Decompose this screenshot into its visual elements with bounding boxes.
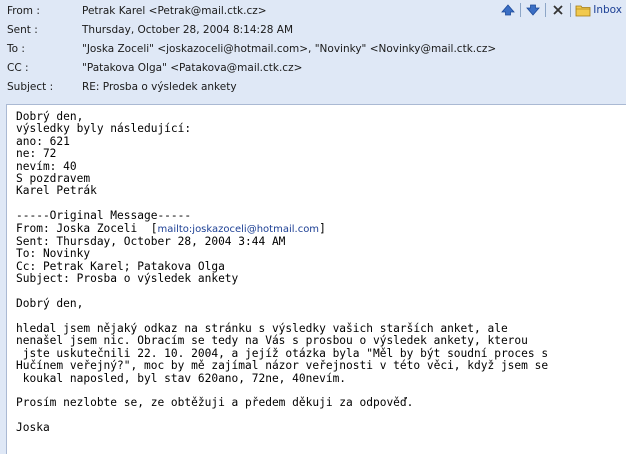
reply-line: Karel Petrák bbox=[16, 184, 97, 198]
orig-to-line: To: Novinky bbox=[16, 247, 91, 261]
folder-icon bbox=[575, 4, 591, 17]
reply-line: nevím: 40 bbox=[16, 159, 77, 173]
orig-paragraph-line: nenašel jsem nic. Obracím se tedy na Vás s prosbou o výsledek ankety, kterou bbox=[16, 334, 528, 348]
orig-cc-line: Cc: Petrak Karel; Patakova Olga bbox=[16, 259, 225, 273]
orig-paragraph-line: Hučínem veřejný?", moc by mě zajímal názor veřejnosti v této věci, když jsem se bbox=[16, 359, 549, 373]
arrow-up-icon bbox=[501, 4, 515, 16]
from-value[interactable]: Petrak Karel <Petrak@mail.ctk.cz> bbox=[82, 5, 267, 17]
sent-value: Thursday, October 28, 2004 8:14:28 AM bbox=[82, 24, 294, 36]
message-header bbox=[0, 0, 626, 102]
delete-button[interactable] bbox=[550, 3, 566, 17]
mailto-link[interactable]: mailto:joskazoceli@hotmail.com bbox=[157, 223, 320, 235]
subject-label: Subject : bbox=[7, 81, 54, 93]
inbox-button[interactable] bbox=[575, 4, 622, 17]
cc-label: CC : bbox=[7, 62, 29, 74]
orig-signature: Joska bbox=[16, 421, 50, 435]
orig-closing: Prosím nezlobte se, ze obtěžuji a předem děkuji za odpověď. bbox=[16, 396, 414, 410]
orig-from-suffix: ] bbox=[319, 221, 326, 235]
orig-sent-line: Sent: Thursday, October 28, 2004 3:44 AM bbox=[16, 235, 286, 249]
orig-paragraph-line: hledal jsem nějaký odkaz na stránku s výsledky vašich starších anket, ale bbox=[16, 321, 508, 335]
orig-paragraph-line: koukal naposled, byl stav 620ano, 72ne, 40nevím. bbox=[16, 371, 347, 385]
toolbar-divider bbox=[570, 3, 571, 17]
original-message-separator: -----Original Message----- bbox=[16, 209, 192, 223]
cc-value[interactable]: "Patakova Olga" <Patakova@mail.ctk.cz> bbox=[82, 62, 303, 74]
orig-greeting: Dobrý den, bbox=[16, 297, 84, 311]
reply-line: ne: 72 bbox=[16, 147, 57, 161]
message-text bbox=[16, 111, 548, 435]
reply-line: výsledky byly následující: bbox=[16, 122, 192, 136]
subject-value: RE: Prosba o výsledek ankety bbox=[82, 81, 237, 93]
inbox-label: Inbox bbox=[593, 4, 622, 16]
reply-line: S pozdravem bbox=[16, 172, 91, 186]
reply-line: ano: 621 bbox=[16, 134, 70, 148]
to-value[interactable]: "Joska Zoceli" <joskazoceli@hotmail.com>, "Novinky" <Novinky@mail.ctk.cz> bbox=[82, 43, 497, 55]
next-message-button[interactable] bbox=[525, 3, 541, 17]
orig-paragraph-line: jste uskutečnili 22. 10. 2004, a jejíž otázka byla "Měl by být soudní proces s bbox=[16, 346, 549, 360]
orig-subject-line: Subject: Prosba o výsledek ankety bbox=[16, 272, 239, 286]
message-body bbox=[6, 104, 626, 454]
from-label: From : bbox=[7, 5, 40, 17]
blank-line bbox=[16, 286, 548, 298]
orig-from-prefix: From: Joska Zoceli [ bbox=[16, 221, 158, 235]
toolbar-divider bbox=[520, 3, 521, 17]
reply-line: Dobrý den, bbox=[16, 110, 84, 123]
orig-from-line bbox=[16, 223, 548, 236]
to-label: To : bbox=[7, 43, 25, 55]
previous-message-button[interactable] bbox=[500, 3, 516, 17]
toolbar-divider bbox=[545, 3, 546, 17]
arrow-down-icon bbox=[526, 4, 540, 16]
close-icon bbox=[552, 4, 564, 16]
blank-line bbox=[16, 410, 548, 422]
message-toolbar bbox=[500, 2, 622, 18]
sent-label: Sent : bbox=[7, 24, 38, 36]
